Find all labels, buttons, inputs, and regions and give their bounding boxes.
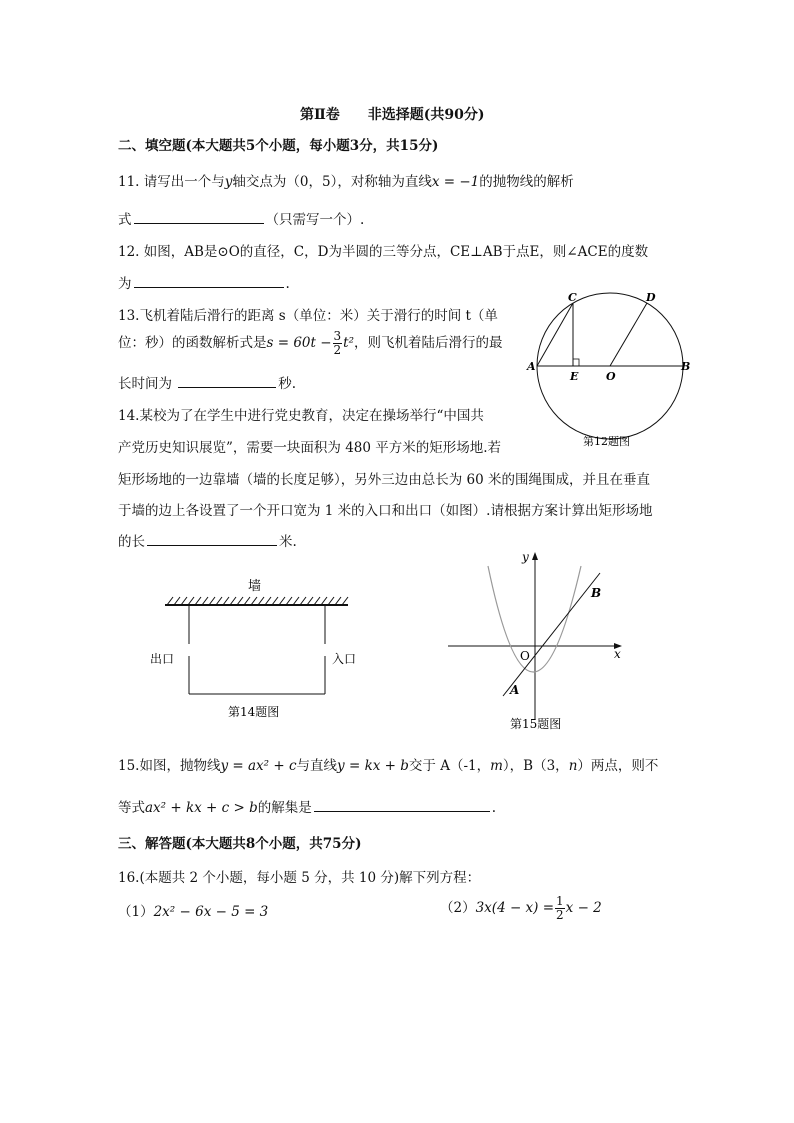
point-b-label: B: [591, 586, 602, 600]
q16-p2-frac-den: 2: [556, 908, 564, 922]
q16-part2: [440, 893, 602, 923]
figure-12-caption: 第12题图: [583, 435, 630, 448]
q14-line3: 矩形场地的一边靠墙（墙的长度足够），另外三边由总长为 60 米的围绳围成，并且在垂直: [118, 472, 651, 488]
figure-12: [525, 288, 700, 458]
q16-p2-fraction: [555, 895, 565, 922]
entrance-label: 入口: [332, 652, 357, 666]
q11-y: y: [224, 174, 233, 190]
solution-header: 三、解答题(本大题共8个小题，共75分): [118, 836, 362, 852]
q11-text-a: 11. 请写出一个与: [118, 174, 225, 190]
label-o: O: [606, 370, 616, 383]
q15-line1: [118, 754, 658, 774]
q12-text-a: 为: [118, 276, 132, 292]
q14-line2: 产党历史知识展览”，需要一块面积为 480 平方米的矩形场地.若: [118, 440, 502, 456]
fill-in-header: 二、填空题(本大题共5个小题，每小题3分，共15分): [118, 138, 439, 154]
q14-text-b: 米.: [279, 534, 297, 550]
wall-label: 墙: [248, 579, 262, 594]
q14-text-a: 的长: [118, 534, 145, 550]
label-a: A: [527, 360, 536, 373]
q11-line2: [118, 208, 364, 228]
q15-line2: [118, 796, 496, 816]
origin-label: O: [520, 649, 530, 663]
section-title: 第Ⅱ卷 非选择题(共90分): [300, 107, 485, 123]
q15-parabola-eq: y = ax² + c: [220, 758, 297, 774]
q11-text-e: （只需写一个）.: [265, 212, 365, 228]
q11-text-c: 的抛物线的解析: [479, 174, 574, 190]
q12-answer-blank[interactable]: [134, 275, 284, 288]
q12-line1: 12. 如图，AB是⊙O的直径，C，D为半圆的三等分点，CE⊥AB于点E，则∠ACE的度数: [118, 244, 649, 260]
q16-p1-label: （1）: [118, 904, 154, 920]
figure-15: [440, 548, 640, 736]
q13-line1: 13.飞机着陆后滑行的距离 s（单位：米）关于滑行的时间 t（单: [118, 308, 498, 324]
q16-p1-eq: 2x² − 6x − 5 = 3: [153, 904, 269, 920]
q15-text-f: 等式: [118, 800, 145, 816]
q14-answer-blank[interactable]: [147, 533, 277, 546]
q15-text-b: 与直线: [296, 758, 338, 774]
q15-line-eq: y = kx + b: [337, 758, 409, 774]
axis-x-label: x: [614, 647, 621, 661]
q13-text-b: ，则飞机着陆后滑行的最: [354, 335, 503, 351]
q16-part1: [118, 900, 268, 920]
q12-text-b: .: [285, 276, 290, 292]
q14-line1: 14.某校为了在学生中进行党史教育，决定在操场举行“中国共: [118, 408, 484, 424]
axis-y-label: y: [522, 550, 529, 564]
wall-hatching: [167, 597, 348, 605]
q15-text-d: ），B（3，: [502, 758, 569, 774]
q15-text-g: 的解集是: [257, 800, 312, 816]
q11-eq: x = −1: [431, 174, 480, 190]
straight-line: [503, 573, 600, 696]
figure-14-caption: 第14题图: [228, 705, 280, 719]
q16-p2-rhs: x − 2: [565, 900, 602, 916]
q13-text-d: 秒.: [278, 376, 297, 392]
q15-text-a: 15.如图，抛物线: [118, 758, 221, 774]
q16-p2-label: （2）: [440, 900, 476, 916]
q16-p2-frac-num: 1: [556, 894, 564, 908]
q13-fraction: [333, 330, 343, 357]
q13-answer-blank[interactable]: [178, 375, 276, 388]
q13-line2: [118, 328, 503, 358]
radius-od: [610, 303, 647, 366]
q12-line2: [118, 272, 290, 292]
q15-text-h: .: [491, 800, 497, 816]
q11-text-d: 式: [118, 212, 132, 228]
q13-frac-den: 2: [333, 343, 342, 357]
label-b: B: [681, 360, 691, 373]
exit-label: 出口: [150, 652, 175, 666]
label-d: D: [646, 291, 656, 304]
figure-15-caption: 第15题图: [510, 717, 562, 731]
q15-answer-blank[interactable]: [314, 799, 490, 812]
chord-ac: [537, 303, 573, 366]
point-a-label: A: [510, 683, 520, 697]
q13-eq-lhs: s = 60t −: [266, 335, 332, 351]
q15-text-e: ）两点，则不: [577, 758, 659, 774]
q16-p2-lhs: 3x(4 − x) =: [475, 900, 555, 916]
q14-line4: 于墙的边上各设置了一个开口宽为 1 米的入口和出口（如图）.请根据方案计算出矩形场地: [118, 503, 653, 519]
q11-answer-blank[interactable]: [134, 211, 264, 224]
right-angle-mark: [573, 359, 579, 366]
q11-line1: [118, 170, 574, 190]
q15-text-c: 交于 A（-1，: [408, 758, 491, 774]
q13-text-c: 长时间为: [118, 376, 172, 392]
q11-text-b: 轴交点为（0，5），对称轴为直线: [232, 174, 432, 190]
q13-eq-rhs: t²: [343, 335, 355, 351]
figure-14: [150, 572, 360, 724]
q13-text-a: 位：秒）的函数解析式是: [118, 335, 267, 351]
q14-line5: [118, 530, 297, 550]
label-e: E: [570, 370, 579, 383]
q16-intro: 16.(本题共 2 个小题，每小题 5 分，共 10 分)解下列方程：: [118, 870, 481, 886]
label-c: C: [568, 291, 577, 304]
q13-frac-num: 3: [333, 329, 342, 343]
q13-line3: [118, 372, 296, 392]
q15-n: n: [568, 758, 578, 774]
q15-inequality: ax² + kx + c > b: [145, 800, 258, 816]
q15-m: m: [490, 758, 503, 774]
y-axis-arrow: [532, 552, 538, 560]
